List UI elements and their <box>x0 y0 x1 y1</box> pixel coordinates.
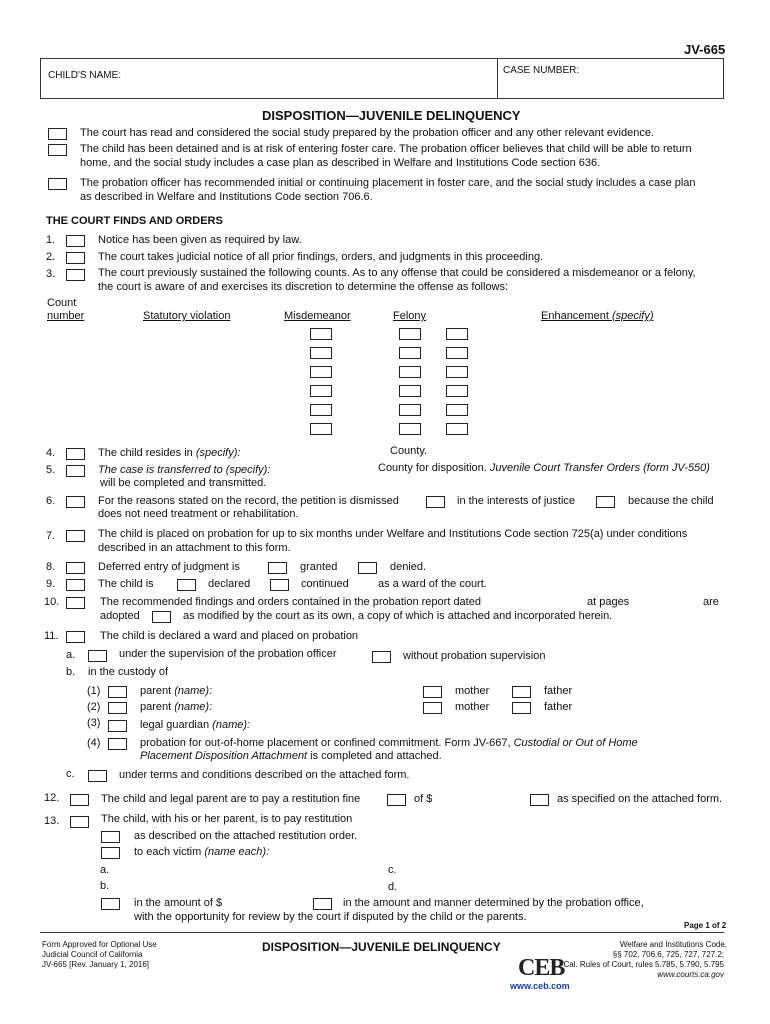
item-8-text: Deferred entry of judgment is <box>98 561 240 573</box>
footer-right-2: §§ 702, 706.6, 725, 727, 727.2; <box>612 950 724 959</box>
each-victim-label: to each victim <box>134 846 205 858</box>
item-1-checkbox[interactable] <box>66 235 85 247</box>
item-6-text-b: does not need treatment or rehabilitation. <box>98 508 299 520</box>
felony-checkbox[interactable] <box>399 366 421 378</box>
ceb-logo: CEB <box>518 955 565 981</box>
courts-link[interactable]: www.courts.ca.gov <box>657 970 724 979</box>
item-6-text-a: For the reasons stated on the record, the petition is dismissed <box>98 495 399 507</box>
enhancement-checkbox[interactable] <box>446 366 468 378</box>
item-1-text: Notice has been given as required by law. <box>98 234 302 246</box>
felony-checkbox[interactable] <box>399 404 421 416</box>
continued-label: continued <box>301 578 349 590</box>
at-pages-label: at pages <box>587 596 630 608</box>
felony-header: Felony <box>393 310 427 322</box>
item-9-checkbox[interactable] <box>66 579 85 591</box>
felony-checkbox[interactable] <box>399 328 421 340</box>
count-number-header-1: Count <box>47 297 77 309</box>
restitution-order-checkbox[interactable] <box>101 831 120 843</box>
count-number-header-2: number <box>47 310 85 322</box>
item-4-specify: (specify): <box>195 447 241 459</box>
misdemeanor-checkbox[interactable] <box>310 385 332 397</box>
each-victim-checkbox[interactable] <box>101 847 120 859</box>
parent-2-label: parent <box>140 701 175 713</box>
victim-a-label: a. <box>100 864 110 876</box>
legal-guardian-checkbox[interactable] <box>108 720 127 732</box>
item-11b4-number: (4) <box>87 737 101 749</box>
form-id: JV-665 <box>684 42 726 57</box>
header-box <box>40 58 724 99</box>
item-7-checkbox[interactable] <box>66 530 85 542</box>
denied-label: denied. <box>390 561 427 573</box>
amount-checkbox[interactable] <box>101 898 120 910</box>
footer-divider <box>40 932 724 933</box>
jv667-title-a: Custodial or Out of Home <box>513 737 638 749</box>
page-title: DISPOSITION—JUVENILE DELINQUENCY <box>262 108 521 123</box>
item-5-county <box>378 462 710 474</box>
enhancement-header <box>541 310 654 322</box>
intro-text-3a: The probation officer has recommended initial or continuing placement in foster care, and the social study includes a case plan <box>80 177 696 189</box>
continued-checkbox[interactable] <box>270 579 289 591</box>
victim-b-label: b. <box>100 880 110 892</box>
item-3-text-a: The court previously sustained the following counts. As to any offense that could be considered a misdemeanor or a felony, <box>98 267 696 279</box>
enhancement-label: Enhancement <box>541 310 612 322</box>
as-specified-checkbox[interactable] <box>530 794 549 806</box>
childs-name-label: CHILD'S NAME: <box>48 70 122 81</box>
item-13-checkbox[interactable] <box>70 816 89 828</box>
item-13-text: The child, with his or her parent, is to pay restitution <box>101 813 353 825</box>
footer-right-1: Welfare and Institutions Code, <box>620 940 728 949</box>
parent-1-label: parent <box>140 685 175 697</box>
item-10-checkbox[interactable] <box>66 597 85 609</box>
item-3-number: 3. <box>46 268 56 280</box>
adopted-label: adopted <box>100 610 140 622</box>
item-13-number: 13. <box>44 815 60 827</box>
intro-text-2a: The child has been detained and is at risk of entering foster care. The probation officer believes that child will be able to return <box>80 143 692 155</box>
granted-label: granted <box>300 561 338 573</box>
item-11-text: The child is declared a ward and placed on probation <box>100 630 359 642</box>
item-5-number: 5. <box>46 464 56 476</box>
parent-1-checkbox[interactable] <box>108 686 127 698</box>
probation-determined-label: in the amount and manner determined by the probation office, <box>343 897 644 909</box>
item-12-text: The child and legal parent are to pay a restitution fine <box>101 793 361 805</box>
item-10-text-b: as modified by the court as its own, a copy of which is attached and incorporated herein. <box>183 610 613 622</box>
enhancement-checkbox[interactable] <box>446 385 468 397</box>
page-number: Page 1 of 2 <box>684 921 727 930</box>
item-7-number: 7. <box>46 530 56 542</box>
footer-left-3: JV-665 [Rev. January 1, 2016] <box>42 960 150 969</box>
item-4-label: The child resides in <box>98 447 196 459</box>
item-1-number: 1. <box>46 234 56 246</box>
item-11c-letter: c. <box>66 768 75 780</box>
item-11b-letter: b. <box>66 666 76 678</box>
mother-2-checkbox[interactable] <box>423 702 442 714</box>
out-of-home-checkbox[interactable] <box>108 738 127 750</box>
declared-checkbox[interactable] <box>177 579 196 591</box>
item-6-checkbox[interactable] <box>66 496 85 508</box>
orders-heading: THE COURT FINDS AND ORDERS <box>46 215 223 227</box>
ceb-link[interactable]: www.ceb.com <box>510 981 570 991</box>
intro-text-2b: home, and the social study includes a case plan as described in Welfare and Institutions Code section 636. <box>80 157 601 169</box>
without-supervision-label: without probation supervision <box>403 650 546 662</box>
without-supervision-checkbox[interactable] <box>372 651 391 663</box>
misdemeanor-checkbox[interactable] <box>310 404 332 416</box>
item-11b-text: in the custody of <box>88 666 169 678</box>
parent-2-checkbox[interactable] <box>108 702 127 714</box>
footer-right-3: Cal. Rules of Court, rules 5.785, 5.790, 5.795 <box>563 960 724 969</box>
parent-1-name-hint: (name): <box>174 685 213 697</box>
enhancement-checkbox[interactable] <box>446 328 468 340</box>
interests-of-justice-checkbox[interactable] <box>426 496 445 508</box>
fine-amount-checkbox[interactable] <box>387 794 406 806</box>
item-8-checkbox[interactable] <box>66 562 85 574</box>
probation-determined-checkbox[interactable] <box>313 898 332 910</box>
statutory-violation-header: Statutory violation <box>143 310 231 322</box>
misdemeanor-checkbox[interactable] <box>310 423 332 435</box>
legal-guardian-name-hint: (name): <box>212 719 251 731</box>
item-10-text-a: The recommended findings and orders contained in the probation report dated <box>100 596 481 608</box>
ward-label: as a ward of the court. <box>378 578 487 590</box>
misdemeanor-checkbox[interactable] <box>310 366 332 378</box>
mother-1-checkbox[interactable] <box>423 686 442 698</box>
misdemeanor-checkbox[interactable] <box>310 328 332 340</box>
item-5-text: The case is transferred to (specify): <box>98 464 271 476</box>
enhancement-checkbox[interactable] <box>446 404 468 416</box>
item-12-number: 12. <box>44 792 60 804</box>
header-divider <box>497 59 498 99</box>
amount-label: in the amount of $ <box>134 897 223 909</box>
jv667-title-b: Placement Disposition Attachment <box>140 750 308 762</box>
item-9-text: The child is <box>98 578 154 590</box>
victim-c-label: c. <box>388 864 397 876</box>
father-1-checkbox[interactable] <box>512 686 531 698</box>
fine-amount-label: of $ <box>414 793 433 805</box>
misdemeanor-checkbox[interactable] <box>310 347 332 359</box>
item-11-number: 11. <box>44 630 59 642</box>
intro-checkbox-1[interactable] <box>48 128 67 140</box>
intro-text-3b: as described in Welfare and Institutions Code section 706.6. <box>80 191 373 203</box>
misdemeanor-header: Misdemeanor <box>284 310 351 322</box>
item-9-number: 9. <box>46 578 56 590</box>
felony-checkbox[interactable] <box>399 385 421 397</box>
modified-checkbox[interactable] <box>152 611 171 623</box>
item-3-checkbox[interactable] <box>66 269 85 281</box>
restitution-order-label: as described on the attached restitution order. <box>134 830 358 842</box>
item-2-text: The court takes judicial notice of all prior findings, orders, and judgments in this proceeding. <box>98 251 544 263</box>
item-5-checkbox[interactable] <box>66 465 85 477</box>
item-4-checkbox[interactable] <box>66 448 85 460</box>
victim-d-label: d. <box>388 881 398 893</box>
item-8-number: 8. <box>46 561 56 573</box>
item-11b2-number: (2) <box>87 701 101 713</box>
item-3-text-b: the court is aware of and exercises its discretion to determine the offense as follows: <box>98 281 509 293</box>
item-7-text-a: The child is placed on probation for up to six months under Welfare and Institutions Code section 725(a) under conditions <box>98 528 688 540</box>
item-12-checkbox[interactable] <box>70 794 89 806</box>
father-2-checkbox[interactable] <box>512 702 531 714</box>
felony-checkbox[interactable] <box>399 347 421 359</box>
enhancement-checkbox[interactable] <box>446 347 468 359</box>
mother-1-label: mother <box>455 685 490 697</box>
father-1-label: father <box>544 685 573 697</box>
item-5-text-b: will be completed and transmitted. <box>100 477 267 489</box>
as-specified-label: as specified on the attached form. <box>557 793 723 805</box>
case-number-label: CASE NUMBER: <box>503 65 580 76</box>
footer-title: DISPOSITION—JUVENILE DELINQUENCY <box>262 940 501 954</box>
item-11b1-number: (1) <box>87 685 101 697</box>
parent-2-name-hint: (name): <box>174 701 213 713</box>
because-child-label: because the child <box>628 495 714 507</box>
review-text: with the opportunity for review by the court if disputed by the child or the parents. <box>134 911 527 923</box>
granted-checkbox[interactable] <box>268 562 287 574</box>
denied-checkbox[interactable] <box>358 562 377 574</box>
out-of-home-label: probation for out-of-home placement or confined commitment. Form JV-667, <box>140 737 514 749</box>
mother-2-label: mother <box>455 701 490 713</box>
enhancement-checkbox[interactable] <box>446 423 468 435</box>
felony-checkbox[interactable] <box>399 423 421 435</box>
jv667-completed: is completed and attached. <box>307 750 442 762</box>
interests-of-justice-label: in the interests of justice <box>457 495 576 507</box>
item-11a-text: under the supervision of the probation officer <box>119 648 337 660</box>
no-treatment-checkbox[interactable] <box>596 496 615 508</box>
item-11a-letter: a. <box>66 649 76 661</box>
item-11-checkbox[interactable] <box>66 631 85 643</box>
footer-left-2: Judicial Council of California <box>42 950 143 959</box>
terms-conditions-checkbox[interactable] <box>88 770 107 782</box>
item-7-text-b: described in an attachment to this form. <box>98 542 291 554</box>
item-5-county-label: County for disposition. <box>378 462 490 474</box>
are-label: are <box>703 596 719 608</box>
intro-checkbox-3[interactable] <box>48 178 67 190</box>
item-6-number: 6. <box>46 495 56 507</box>
probation-officer-checkbox[interactable] <box>88 650 107 662</box>
item-5-form-ref: Juvenile Court Transfer Orders (form JV-550) <box>489 462 710 474</box>
intro-checkbox-2[interactable] <box>48 144 67 156</box>
item-2-number: 2. <box>46 251 56 263</box>
item-4-county: County. <box>390 445 428 457</box>
item-11c-text: under terms and conditions described on the attached form. <box>119 769 410 781</box>
item-4-text <box>98 447 240 459</box>
intro-text-1: The court has read and considered the social study prepared by the probation officer and any other relevant evidence. <box>80 127 654 139</box>
item-4-number: 4. <box>46 447 56 459</box>
enhancement-specify: (specify) <box>611 310 654 322</box>
footer-left-1: Form Approved for Optional Use <box>42 940 157 949</box>
item-11b3-number: (3) <box>87 717 101 729</box>
declared-label: declared <box>208 578 251 590</box>
legal-guardian-label: legal guardian <box>140 719 213 731</box>
father-2-label: father <box>544 701 573 713</box>
each-victim-hint: (name each): <box>204 846 270 858</box>
item-10-number: 10. <box>44 596 60 608</box>
item-2-checkbox[interactable] <box>66 252 85 264</box>
